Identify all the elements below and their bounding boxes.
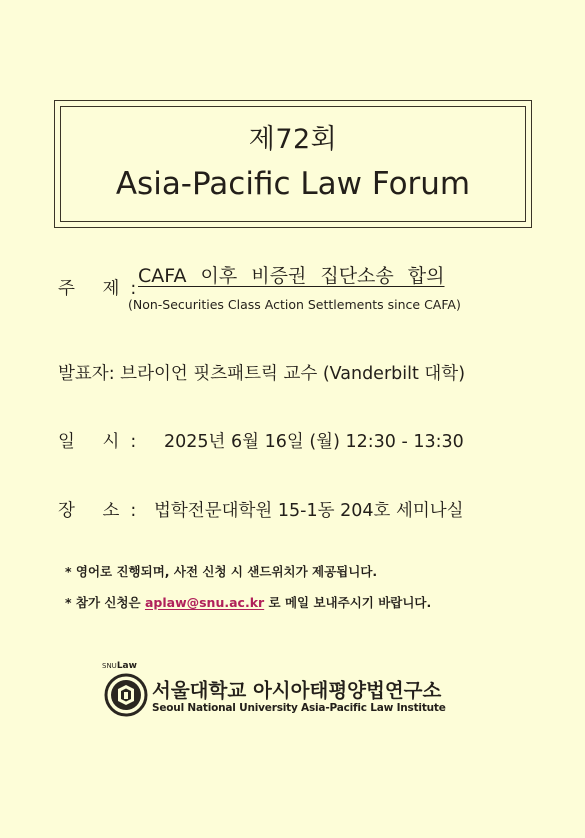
place-label: 장 소:: [58, 501, 148, 521]
note-sandwich: * 영어로 진행되며, 사전 신청 시 샌드위치가 제공됩니다.: [65, 564, 378, 579]
institute-name-english: Seoul National University Asia-Pacific Law Institute: [152, 702, 446, 714]
date-label: 일 시:: [58, 432, 148, 452]
snu-emblem-icon: [104, 673, 148, 717]
subject-label: 주 제:: [58, 279, 148, 299]
email-link[interactable]: aplaw@snu.ac.kr: [144, 595, 265, 610]
speaker-line: 발표자: 브라이언 핏츠패트릭 교수 (Vanderbilt 대학): [58, 364, 466, 384]
place-value: 법학전문대학원 15-1동 204호 세미나실: [154, 501, 464, 521]
title-box-inner: [60, 106, 526, 222]
date-value: 2025년 6월 16일 (월) 12:30 - 13:30: [164, 432, 464, 452]
institute-name-korean: 서울대학교 아시아태평양법연구소: [152, 679, 442, 702]
forum-number: 제72회: [248, 124, 338, 155]
subject-subtitle: (Non-Securities Class Action Settlements since CAFA): [128, 297, 461, 312]
snu-law-wordmark: [102, 661, 137, 671]
snu-small-text: SNU: [102, 662, 117, 670]
law-text: Law: [116, 661, 137, 671]
forum-title: Asia-Pacific Law Forum: [115, 166, 471, 202]
title-box: [54, 100, 532, 228]
subject-title: CAFA 이후 비증권 집단소송 합의: [138, 265, 445, 287]
note-registration: [65, 593, 431, 611]
note-registration-suffix: 로 메일 보내주시기 바랍니다.: [264, 595, 432, 610]
note-registration-prefix: * 참가 신청은: [65, 595, 145, 610]
